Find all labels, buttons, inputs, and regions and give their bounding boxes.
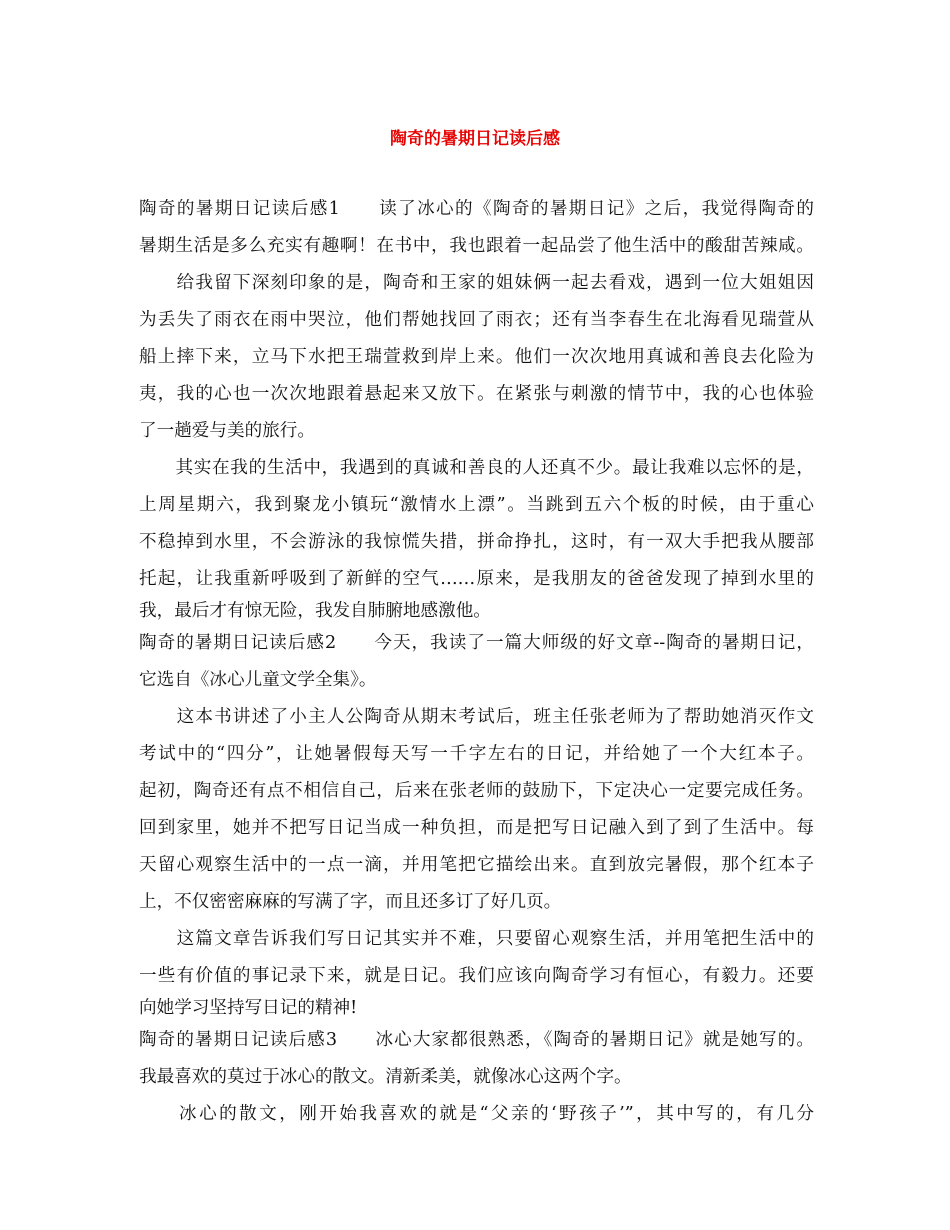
- text-line: 起初，陶奇还有点不相信自己，后来在张老师的鼓励下，下定决心一定要完成任务。: [139, 781, 814, 801]
- text-line: 我，最后才有惊无险，我发自肺腑地感激他。: [139, 601, 491, 621]
- text-line: 上周星期六，我到聚龙小镇玩“激情水上漂”。当跳到五六个板的时候，由于重心: [139, 495, 814, 515]
- text-line: 了一趟爱与美的旅行。: [139, 421, 315, 441]
- text-line: 考试中的“四分”，让她暑假每天写一千字左右的日记，并给她了一个大红本子。: [139, 744, 814, 764]
- text-line: 船上摔下来，立马下水把王瑞萱救到岸上来。他们一次次地用真诚和善良去化险为: [139, 347, 814, 367]
- text-line: 陶奇的暑期日记读后感2 今天，我读了一篇大师级的好文章--陶奇的暑期日记，: [139, 633, 814, 653]
- text-line: 一些有价值的事记录下来，就是日记。我们应该向陶奇学习有恒心，有毅力。还要: [139, 966, 814, 986]
- text-line: 暑期生活是多么充实有趣啊！在书中，我也跟着一起品尝了他生活中的酸甜苦辣咸。: [139, 236, 814, 256]
- text-line: 冰心的散文，刚开始我喜欢的就是“父亲的‘野孩子’”，其中写的，有几分: [139, 1104, 814, 1124]
- text-line: 陶奇的暑期日记读后感1 读了冰心的《陶奇的暑期日记》之后，我觉得陶奇的: [139, 199, 814, 219]
- text-line: 回到家里，她并不把写日记当成一种负担，而是把写日记融入到了到了生活中。每: [139, 818, 814, 838]
- text-line: 这本书讲述了小主人公陶奇从期末考试后，班主任张老师为了帮助她消灭作文: [139, 707, 814, 727]
- text-line: 陶奇的暑期日记读后感3 冰心大家都很熟悉，《陶奇的暑期日记》就是她写的。: [139, 1030, 814, 1050]
- text-line: 上，不仅密密麻麻的写满了字，而且还多订了好几页。: [139, 892, 562, 912]
- text-line: 不稳掉到水里，不会游泳的我惊慌失措，拼命挣扎，这时，有一双大手把我从腰部: [139, 532, 814, 552]
- text-line: 这篇文章告诉我们写日记其实并不难，只要留心观察生活，并用笔把生活中的: [139, 929, 814, 949]
- text-line: 向她学习坚持写日记的精神!: [139, 998, 358, 1018]
- text-line: 夷，我的心也一次次地跟着悬起来又放下。在紧张与刺激的情节中，我的心也体验: [139, 384, 814, 404]
- document-body: [139, 191, 814, 1133]
- text-line: 天留心观察生活中的一点一滴，并用笔把它描绘出来。直到放完暑假，那个红本子: [139, 855, 814, 875]
- text-line: 我最喜欢的莫过于冰心的散文。清新柔美，就像冰心这两个字。: [139, 1067, 632, 1087]
- text-line: 它选自《冰心儿童文学全集》。: [139, 670, 377, 690]
- text-line: 托起，让我重新呼吸到了新鲜的空气……原来，是我朋友的爸爸发现了掉到水里的: [139, 569, 814, 589]
- document-title: 陶奇的暑期日记读后感: [390, 129, 560, 149]
- text-line: 给我留下深刻印象的是，陶奇和王家的姐妹俩一起去看戏，遇到一位大姐姐因: [139, 273, 814, 293]
- text-line: 其实在我的生活中，我遇到的真诚和善良的人还真不少。最让我难以忘怀的是，: [139, 458, 814, 478]
- text-line: 为丢失了雨衣在雨中哭泣，他们帮她找回了雨衣；还有当李春生在北海看见瑞萱从: [139, 310, 814, 330]
